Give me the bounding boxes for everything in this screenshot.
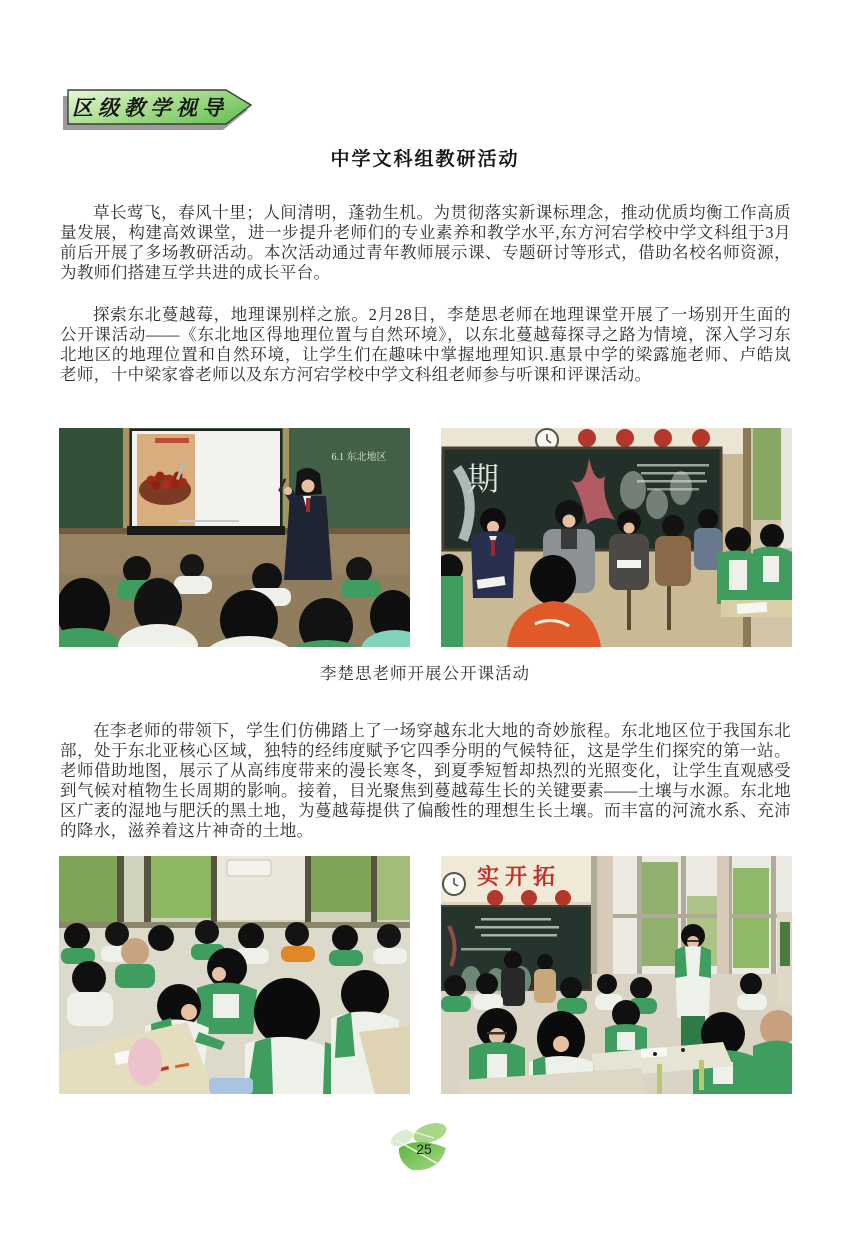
page-number: 25 (416, 1141, 432, 1157)
photo-caption: 李楚思老师开展公开课活动 (320, 664, 530, 683)
page-title: 中学文科组教研活动 (330, 149, 520, 170)
photo-group-discussion (59, 856, 410, 1094)
wall-banner-text: 实开拓 (476, 864, 562, 889)
page-footer (386, 1120, 462, 1178)
pink-backpack (128, 1038, 162, 1086)
photo-student-answering (441, 856, 792, 1094)
section-banner (62, 86, 262, 134)
blackboard-chalk-char: 期 (466, 461, 500, 497)
photo-row-top (59, 428, 792, 647)
paragraph-journey: 在李老师的带领下，学生们仿佛踏上了一场穿越东北大地的奇妙旅程。东北地区位于我国东北部，处于东北亚核心区域，独特的经纬度赋予它四季分明的气候特征，这是学生们探究的第一站。老师借助地图，展示了从高纬度带来的漫长寒冬，到夏季短暂却热烈的光照变化，让学生直观感受到气候对植物生长周期的影响。接着，目光聚焦到蔓越莓生长的关键要素——土壤与水源。东北地区广袤的湿地与肥沃的黑土地，为蔓越莓提供了偏酸性的理想生长土壤。而丰富的河流水系、充沛的降水，滋养着这片神奇的土地。 (60, 720, 791, 840)
photo-teacher-lecturing (59, 428, 410, 647)
paragraph-intro: 草长莺飞，春风十里；人间清明，蓬勃生机。为贯彻落实新课标理念，推动优质均衡工作高质量发展，构建高效课堂，进一步提升老师们的专业素养和教学水平,东方河宕学校中学文科组于3月前后开展了多场教研活动。本次活动通过青年教师展示课、专题研讨等形式，借助名校名师资源，为教师们搭建互学共进的成长平台。 (60, 202, 791, 282)
paragraph-open-class: 探索东北蔓越莓，地理课别样之旅。2月28日，李楚思老师在地理课堂开展了一场别开生面的公开课活动——《东北地区得地理位置与自然环境》，以东北蔓越莓探寻之路为情境，深入学习东北地区的地理位置和自然环境，让学生们在趣味中掌握地理知识.惠景中学的梁露施老师、卢皓岚老师，十中梁家睿老师以及东方河宕学校中学文科组老师参与听课和评课活动。 (60, 304, 791, 384)
banner-label: 区级教学视导 (72, 96, 228, 120)
photo-row-bottom (59, 856, 792, 1094)
leaf-icon (386, 1120, 462, 1178)
banner-ribbon-icon (62, 86, 262, 134)
chalk-board-label: 6.1 东北地区 (331, 452, 387, 463)
photo-teachers-observing (441, 428, 792, 647)
